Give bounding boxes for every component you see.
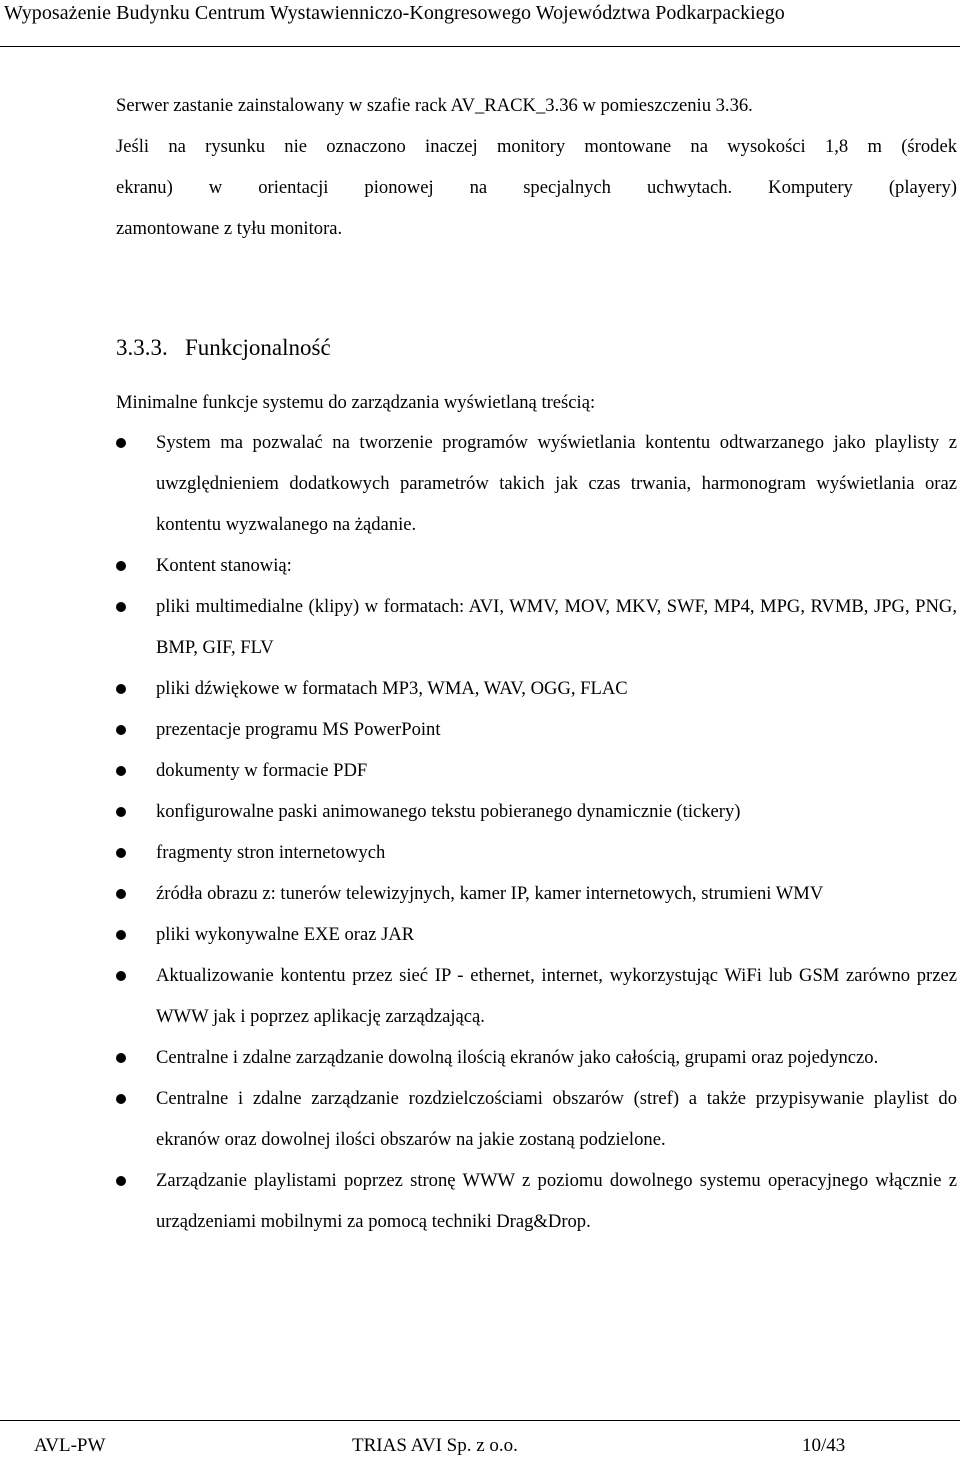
list-item bbox=[0, 709, 960, 750]
feature-list bbox=[0, 422, 960, 1242]
bullet-icon bbox=[116, 930, 126, 940]
list-item-text: konfigurowalne paski animowanego tekstu pobieranego dynamicznie (tickery) bbox=[156, 801, 741, 822]
list-item bbox=[0, 1160, 960, 1242]
list-item-text: Centralne i zdalne zarządzanie rozdzielczościami obszarów (stref) a także przypisywanie playlist do ekranów oraz dowolnej ilości obszarów na jakie zostaną podzielone. bbox=[156, 1088, 957, 1150]
list-item-text: Aktualizowanie kontentu przez sieć IP - ethernet, internet, wykorzystując WiFi lub GSM zarówno przez WWW jak i poprzez aplikację zarządzającą. bbox=[156, 965, 957, 1027]
footer-document-code: AVL-PW bbox=[34, 1435, 106, 1456]
bullet-icon bbox=[116, 438, 126, 448]
list-item-text: System ma pozwalać na tworzenie programów wyświetlania kontentu odtwarzanego jako playlisty z uwzględnieniem dodatkowych parametrów takich jak czas trwania, harmonogram wyświetlania oraz kontentu wyzwalanego na żądanie. bbox=[156, 432, 957, 535]
list-item-text: Zarządzanie playlistami poprzez stronę WWW z poziomu dowolnego systemu operacyjnego włącznie z urządzeniami mobilnymi za pomocą techniki Drag&Drop. bbox=[156, 1170, 957, 1232]
list-item bbox=[0, 955, 960, 1037]
list-item-text: prezentacje programu MS PowerPoint bbox=[156, 719, 441, 740]
footer-page-number: 10/43 bbox=[802, 1435, 846, 1456]
bullet-icon bbox=[116, 1176, 126, 1186]
bullet-icon bbox=[116, 807, 126, 817]
bullet-icon bbox=[116, 971, 126, 981]
bullet-icon bbox=[116, 1094, 126, 1104]
list-item-text: Centralne i zdalne zarządzanie dowolną ilością ekranów jako całością, grupami oraz pojedynczo. bbox=[156, 1047, 879, 1068]
bullet-icon bbox=[116, 602, 126, 612]
paragraph-line: Jeśli na rysunku nie oznaczono inaczej monitory montowane na wysokości 1,8 m (środek bbox=[116, 136, 957, 157]
list-item bbox=[0, 873, 960, 914]
list-item bbox=[0, 1037, 960, 1078]
list-item bbox=[0, 832, 960, 873]
paragraph-line: zamontowane z tyłu monitora. bbox=[116, 218, 343, 239]
bullet-icon bbox=[116, 684, 126, 694]
list-item bbox=[0, 668, 960, 709]
list-item-text: pliki wykonywalne EXE oraz JAR bbox=[156, 924, 415, 945]
list-item-text: źródła obrazu z: tunerów telewizyjnych, kamer IP, kamer internetowych, strumieni WMV bbox=[156, 883, 824, 904]
list-item bbox=[0, 422, 960, 545]
bullet-icon bbox=[116, 848, 126, 858]
list-item-text: pliki multimedialne (klipy) w formatach: AVI, WMV, MOV, MKV, SWF, MP4, MPG, RVMB, JPG, PNG, BMP, GIF, FLV bbox=[156, 596, 957, 658]
list-item bbox=[0, 914, 960, 955]
list-item bbox=[0, 750, 960, 791]
header-title: Wyposażenie Budynku Centrum Wystawienniczo-Kongresowego Województwa Podkarpackiego bbox=[4, 2, 785, 24]
bullet-icon bbox=[116, 725, 126, 735]
list-item bbox=[0, 1078, 960, 1160]
list-item bbox=[0, 586, 960, 668]
footer-company: TRIAS AVI Sp. z o.o. bbox=[352, 1435, 518, 1456]
list-item-text: fragmenty stron internetowych bbox=[156, 842, 386, 863]
section-title: Funkcjonalność bbox=[185, 335, 331, 360]
list-item bbox=[0, 545, 960, 586]
list-item-text: pliki dźwiękowe w formatach MP3, WMA, WAV, OGG, FLAC bbox=[156, 678, 628, 699]
section-heading bbox=[116, 328, 331, 368]
page-footer bbox=[0, 1420, 960, 1467]
bullet-icon bbox=[116, 889, 126, 899]
paragraph-line: Serwer zastanie zainstalowany w szafie rack AV_RACK_3.36 w pomieszczeniu 3.36. bbox=[116, 95, 753, 116]
list-item-text: dokumenty w formacie PDF bbox=[156, 760, 368, 781]
bullet-icon bbox=[116, 1053, 126, 1063]
list-item bbox=[0, 791, 960, 832]
section-number: 3.3.3. bbox=[116, 335, 168, 360]
section-intro: Minimalne funkcje systemu do zarządzania wyświetlaną treścią: bbox=[116, 392, 596, 413]
top-paragraph bbox=[116, 85, 957, 249]
paragraph-line: ekranu) w orientacji pionowej na specjalnych uchwytach. Komputery (playery) bbox=[116, 177, 957, 198]
list-item-text: Kontent stanowią: bbox=[156, 555, 292, 576]
page-header bbox=[0, 0, 960, 47]
bullet-icon bbox=[116, 561, 126, 571]
bullet-icon bbox=[116, 766, 126, 776]
